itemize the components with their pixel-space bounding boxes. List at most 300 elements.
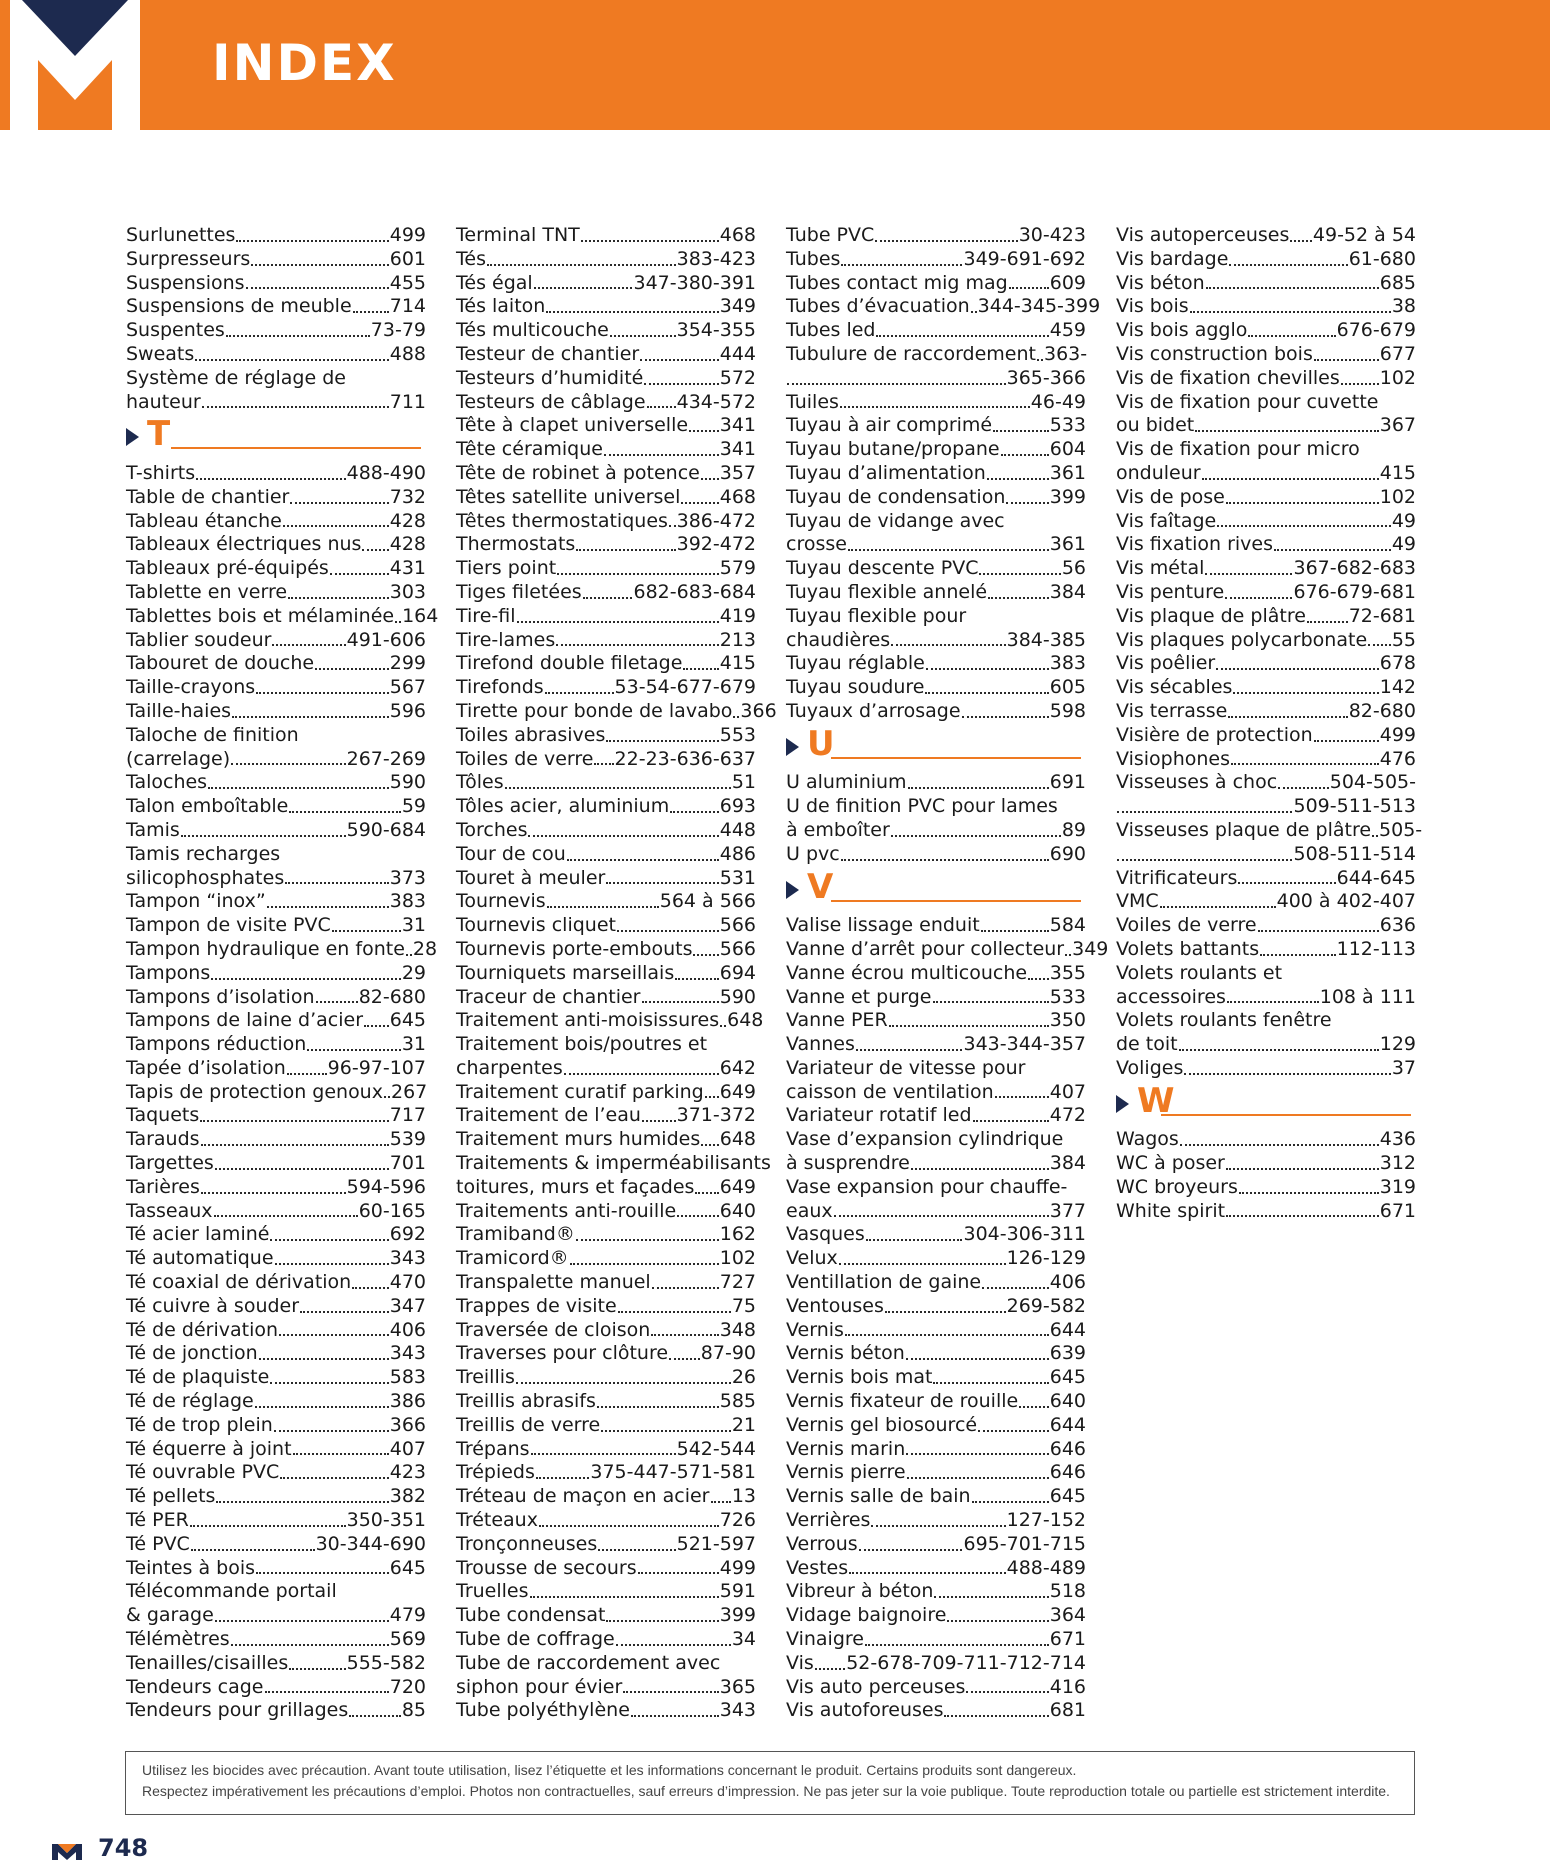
dot-leader xyxy=(1184,1051,1390,1075)
dot-leader xyxy=(195,337,388,361)
entry-page: 499 xyxy=(1379,723,1416,746)
entry-page: 37 xyxy=(1391,1056,1416,1079)
dot-leader xyxy=(246,266,389,290)
section-header xyxy=(1116,1081,1416,1129)
entry-page: 126-129 xyxy=(1006,1247,1086,1270)
entry-page: 13 xyxy=(731,1485,756,1508)
entry-page: 521-597 xyxy=(676,1532,756,1555)
entry-page: 423 xyxy=(389,1461,426,1484)
entry-label: Tuiles xyxy=(786,390,839,413)
dot-leader xyxy=(669,504,676,528)
dot-leader xyxy=(866,1217,963,1241)
entry-label: Tuyau soudure xyxy=(786,676,925,699)
entry-label: Tube condensat xyxy=(456,1604,606,1627)
entry-page: 726 xyxy=(719,1509,756,1532)
entry-page: 102 xyxy=(1379,366,1416,389)
index-entry xyxy=(1116,986,1416,1010)
entry-label: Té de jonction xyxy=(126,1342,258,1365)
index-entry xyxy=(786,1104,1086,1128)
entry-page: 714 xyxy=(389,295,426,318)
entry-label: Taille-crayons xyxy=(126,676,256,699)
dot-leader xyxy=(208,765,389,789)
footer-logo-icon xyxy=(52,1842,82,1860)
entry-page: 691 xyxy=(1049,771,1086,794)
page-number: 748 xyxy=(98,1834,149,1862)
entry-label: eaux xyxy=(786,1199,833,1222)
dot-leader xyxy=(849,1551,1005,1575)
dot-leader xyxy=(610,313,676,337)
dot-leader xyxy=(384,1075,390,1099)
entry-page: 648 xyxy=(727,1009,764,1032)
index-entry xyxy=(456,1081,756,1105)
entry-page: 349 xyxy=(719,295,756,318)
entry-label: White spirit xyxy=(1116,1199,1226,1222)
entry-page: 108 à 111 xyxy=(1319,985,1416,1008)
dot-leader xyxy=(556,623,718,647)
dot-leader xyxy=(839,1241,1006,1265)
index-entry xyxy=(126,700,426,724)
entry-page: 102 xyxy=(1379,485,1416,508)
entry-page: 82-680 xyxy=(1348,699,1416,722)
index-entry xyxy=(456,1009,764,1033)
entry-page: 367-682-683 xyxy=(1293,557,1416,580)
dot-leader xyxy=(280,1455,388,1479)
dot-leader xyxy=(973,1098,1049,1122)
entry-label: Tuyau butane/propane xyxy=(786,438,1000,461)
dot-leader xyxy=(196,456,346,480)
entry-label: siphon pour évier xyxy=(456,1675,623,1698)
entry-label: Tampon hydraulique en fonte xyxy=(126,937,405,960)
entry-label: Thermostats xyxy=(456,533,576,556)
dot-leader xyxy=(1202,456,1379,480)
entry-label: Tour de cou xyxy=(456,842,566,865)
entry-label: Tube polyéthylène xyxy=(456,1699,630,1722)
entry-page: 416 xyxy=(1049,1675,1086,1698)
entry-label: hauteur xyxy=(126,390,201,413)
dot-leader xyxy=(362,527,388,551)
entry-page: 348 xyxy=(719,1318,756,1341)
entry-label: Taloches xyxy=(126,771,208,794)
dot-leader xyxy=(315,646,389,670)
index-entry xyxy=(126,914,426,938)
entry-page: 49 xyxy=(1391,509,1416,532)
entry-label: Té équerre à joint xyxy=(126,1437,292,1460)
dot-leader xyxy=(972,1479,1049,1503)
dot-leader xyxy=(1231,742,1379,766)
entry-label: Surlunettes xyxy=(126,224,236,246)
entry-label: & garage xyxy=(126,1604,214,1627)
dot-leader xyxy=(701,1122,718,1146)
entry-label: Tarauds xyxy=(126,1128,200,1151)
entry-page: 341 xyxy=(719,414,756,437)
entry-page: 350 xyxy=(1049,1009,1086,1032)
entry-page: 112-113 xyxy=(1336,937,1416,960)
entry-label: Té de dérivation xyxy=(126,1318,279,1341)
dot-leader xyxy=(1195,408,1378,432)
entry-label: Sweats xyxy=(126,342,195,365)
dot-leader xyxy=(908,765,1049,789)
entry-page: 727 xyxy=(719,1271,756,1294)
dot-leader xyxy=(570,1241,719,1265)
dot-leader xyxy=(190,1503,346,1527)
dot-leader xyxy=(200,1098,388,1122)
entry-page: 55 xyxy=(1391,628,1416,651)
entry-page: 553 xyxy=(719,723,756,746)
entry-label: Têtes satellite universel xyxy=(456,485,681,508)
entry-label: Vis de pose xyxy=(1116,485,1225,508)
entry-page: 585 xyxy=(719,1390,756,1413)
dot-leader xyxy=(270,1360,388,1384)
entry-label: Traverses pour clôture xyxy=(456,1342,669,1365)
dot-leader xyxy=(330,551,389,575)
entry-label: Tournevis cliquet xyxy=(456,914,616,937)
entry-page: 312 xyxy=(1379,1152,1416,1175)
dot-leader xyxy=(255,1384,389,1408)
entry-page: 590 xyxy=(389,771,426,794)
entry-label: WC à poser xyxy=(1116,1152,1225,1175)
entry-label: Vis terrasse xyxy=(1116,699,1228,722)
entry-page: 343 xyxy=(389,1247,426,1270)
entry-label: Trousse de secours xyxy=(456,1556,637,1579)
entry-label: Tirefond double filetage xyxy=(456,652,683,675)
dot-leader xyxy=(885,1289,1006,1313)
entry-page: 102 xyxy=(719,1247,756,1270)
index-entry xyxy=(456,1128,756,1152)
entry-label: Vis autoforeuses xyxy=(786,1699,944,1722)
index-column-4 xyxy=(1116,224,1423,1223)
entry-page: 472 xyxy=(1049,1104,1086,1127)
dot-leader xyxy=(576,527,675,551)
entry-page: 30-423 xyxy=(1018,224,1086,246)
dot-leader xyxy=(933,980,1049,1004)
entry-page: 434-572 xyxy=(676,390,756,413)
entry-label: Tubes xyxy=(786,247,841,270)
index-entry xyxy=(1116,938,1416,962)
entry-label: U pvc xyxy=(786,842,840,865)
entry-page: 531 xyxy=(719,866,756,889)
dot-leader xyxy=(1307,599,1348,623)
dot-leader xyxy=(681,480,718,504)
entry-label: Vestes xyxy=(786,1556,849,1579)
entry-page: 87-90 xyxy=(700,1342,756,1365)
entry-label: chaudières xyxy=(786,628,891,651)
entry-label: Visseuses plaque de plâtre xyxy=(1116,818,1372,841)
triangle-icon xyxy=(1116,1095,1129,1113)
entry-label: Tuyau réglable xyxy=(786,652,925,675)
entry-label: Vis plaque de plâtre xyxy=(1116,604,1306,627)
index-entry xyxy=(456,295,756,319)
entry-label: WC broyeurs xyxy=(1116,1175,1238,1198)
entry-page: 436 xyxy=(1379,1128,1416,1151)
entry-page: 29 xyxy=(401,961,426,984)
dot-leader xyxy=(270,1217,388,1241)
header-banner xyxy=(0,0,1550,130)
entry-page: 646 xyxy=(1049,1461,1086,1484)
dot-leader xyxy=(216,1479,388,1503)
dot-leader xyxy=(406,932,412,956)
entry-page: 690 xyxy=(1049,842,1086,865)
entry-label: Verrières xyxy=(786,1509,871,1532)
entry-label: Tés égal xyxy=(456,271,533,294)
index-entry xyxy=(456,1319,756,1343)
dot-leader xyxy=(364,1003,389,1027)
entry-label: Tiges filetées xyxy=(456,580,582,603)
entry-label: Té automatique xyxy=(126,1247,274,1270)
dot-leader xyxy=(181,813,346,837)
entry-label: Visière de protection xyxy=(1116,723,1313,746)
index-entry xyxy=(786,843,1086,867)
entry-page: 645 xyxy=(1049,1366,1086,1389)
section-header xyxy=(786,724,1086,772)
entry-label: Vis faîtage xyxy=(1116,509,1217,532)
entry-label: Vis construction bois xyxy=(1116,342,1313,365)
dot-leader xyxy=(272,623,345,647)
dot-leader xyxy=(1216,646,1379,670)
dot-leader xyxy=(604,432,719,456)
dot-leader xyxy=(598,1527,675,1551)
dot-leader xyxy=(1314,337,1379,361)
entry-label: Tôles xyxy=(456,771,504,794)
entry-label: Tés laiton xyxy=(456,295,546,318)
entry-page: 269-582 xyxy=(1006,1294,1086,1317)
entry-label: accessoires xyxy=(1116,985,1226,1008)
entry-label: Tôles acier, aluminium xyxy=(456,795,670,818)
entry-label: Vis xyxy=(786,1651,814,1674)
index-entry xyxy=(456,486,756,510)
index-entry xyxy=(1116,367,1416,391)
entry-label: Tablier soudeur xyxy=(126,628,272,651)
index-entry xyxy=(456,1628,756,1652)
entry-page: 479 xyxy=(389,1604,426,1627)
entry-label: Tablettes bois et mélaminée xyxy=(126,604,395,627)
dot-leader xyxy=(332,908,401,932)
entry-page: 383-423 xyxy=(676,247,756,270)
index-entry xyxy=(786,486,1086,510)
dot-leader xyxy=(1205,551,1292,575)
dot-leader xyxy=(1278,765,1329,789)
dot-leader xyxy=(290,480,388,504)
dot-leader xyxy=(528,813,718,837)
entry-page: 596 xyxy=(389,699,426,722)
entry-page: 648 xyxy=(719,1128,756,1151)
entry-page: 732 xyxy=(389,485,426,508)
dot-leader xyxy=(1117,789,1292,813)
entry-label: Tarières xyxy=(126,1175,200,1198)
dot-leader xyxy=(283,504,389,528)
entry-page: 676-679-681 xyxy=(1293,580,1416,603)
entry-label: Tournevis porte-embouts xyxy=(456,937,693,960)
dot-leader xyxy=(267,884,389,908)
entry-label: Tréteau de maçon en acier xyxy=(456,1485,710,1508)
entry-page: 49 xyxy=(1391,533,1416,556)
entry-label: Vernis xyxy=(786,1318,844,1341)
entry-page: 590 xyxy=(719,985,756,1008)
entry-page: 720 xyxy=(389,1675,426,1698)
entry-label: Vernis marin xyxy=(786,1437,906,1460)
entry-label: Vibreur à béton xyxy=(786,1580,934,1603)
entry-label: Tube PVC xyxy=(786,224,875,246)
entry-label: Tréteaux xyxy=(456,1509,538,1532)
entry-page: 711 xyxy=(389,390,426,413)
entry-page: 384 xyxy=(1049,580,1086,603)
index-entry xyxy=(786,771,1086,795)
entry-page: 468 xyxy=(719,485,756,508)
dot-leader xyxy=(906,1432,1049,1456)
entry-page: 609 xyxy=(1049,271,1086,294)
dot-leader xyxy=(623,1670,718,1694)
entry-label: Têtes thermostatiques xyxy=(456,509,668,532)
entry-page: 407 xyxy=(389,1437,426,1460)
triangle-icon xyxy=(786,738,799,756)
entry-label: Tamis xyxy=(126,818,180,841)
entry-label: Traversée de cloison xyxy=(456,1318,651,1341)
section-header xyxy=(126,414,426,462)
entry-label: ou bidet xyxy=(1116,414,1195,437)
dot-leader xyxy=(701,456,719,480)
entry-page: 567 xyxy=(389,676,426,699)
entry-page: 371-372 xyxy=(676,1104,756,1127)
entry-label: Vernis béton xyxy=(786,1342,905,1365)
entry-page: 304-306-311 xyxy=(963,1223,1086,1246)
dot-leader xyxy=(618,1289,731,1313)
dot-leader xyxy=(987,456,1049,480)
dot-leader xyxy=(966,1670,1048,1694)
entry-label: Traitements anti-rouille xyxy=(456,1199,677,1222)
index-entry xyxy=(1116,795,1416,819)
entry-page: 406 xyxy=(1049,1271,1086,1294)
entry-page: 640 xyxy=(719,1199,756,1222)
dot-leader xyxy=(876,313,1048,337)
dot-leader xyxy=(834,1194,1049,1218)
entry-page: 505- xyxy=(1379,818,1423,841)
dot-leader xyxy=(1037,337,1043,361)
entry-label: Voliges xyxy=(1116,1056,1184,1079)
dot-leader xyxy=(606,718,718,742)
dot-leader xyxy=(787,361,1006,385)
section-letter: U xyxy=(807,723,835,764)
entry-page: 419 xyxy=(719,604,756,627)
dot-leader xyxy=(683,646,718,670)
entry-page: 671 xyxy=(1379,1199,1416,1222)
dot-leader xyxy=(982,1265,1049,1289)
entry-label: Traitement anti-moisissures xyxy=(456,1009,720,1032)
entry-label: Vase d’expansion cylindrique xyxy=(786,1128,1064,1151)
index-entry xyxy=(126,1033,426,1057)
index-entry xyxy=(1116,1057,1416,1081)
dot-leader xyxy=(191,1527,315,1551)
entry-page: 509-511-513 xyxy=(1293,795,1416,818)
index-entry xyxy=(1116,1200,1416,1224)
entry-label: Visiophones xyxy=(1116,747,1231,770)
entry-page: 30-344-690 xyxy=(315,1532,426,1555)
dot-leader xyxy=(256,1551,389,1575)
entry-page: 399 xyxy=(1049,485,1086,508)
entry-page: 476 xyxy=(1379,747,1416,770)
index-entry xyxy=(456,676,756,700)
dot-leader xyxy=(979,551,1060,575)
entry-page: 22-23-636-637 xyxy=(614,747,756,770)
entry-label: Tuyau de vidange avec xyxy=(786,509,1005,532)
entry-page: 645 xyxy=(389,1556,426,1579)
entry-label: Vinaigre xyxy=(786,1628,864,1651)
entry-page: 488-490 xyxy=(346,461,426,484)
dot-leader xyxy=(859,1527,963,1551)
entry-page: 343 xyxy=(389,1342,426,1365)
dot-leader xyxy=(567,837,719,861)
entry-page: 682-683-684 xyxy=(633,580,756,603)
entry-label: Tampon de visite PVC xyxy=(126,914,331,937)
entry-label: Té ouvrable PVC xyxy=(126,1461,280,1484)
dot-leader xyxy=(1274,527,1391,551)
section-rule xyxy=(831,900,1081,902)
entry-page: 59 xyxy=(401,795,426,818)
dot-leader xyxy=(316,980,358,1004)
entry-page: 428 xyxy=(389,509,426,532)
entry-page: 52-678-709-711-712-714 xyxy=(846,1651,1086,1674)
entry-page: 26 xyxy=(731,1366,756,1389)
entry-label: Tubulure de raccordement xyxy=(786,342,1036,365)
entry-label: toitures, murs et façades xyxy=(456,1175,695,1198)
dot-leader xyxy=(1229,242,1347,266)
entry-label: Vis fixation rives xyxy=(1116,533,1274,556)
entry-page: 645 xyxy=(1049,1485,1086,1508)
page-title: INDEX xyxy=(212,34,397,92)
dot-leader xyxy=(557,551,719,575)
entry-page: 349 xyxy=(1072,937,1109,960)
dot-leader xyxy=(1248,313,1335,337)
entry-label: Tasseaux xyxy=(126,1199,213,1222)
entry-label: Vernis gel biosourcé xyxy=(786,1413,978,1436)
entry-label: Volets roulants fenêtre xyxy=(1116,1009,1332,1032)
entry-page: 357 xyxy=(719,461,756,484)
index-entry xyxy=(786,700,1086,724)
entry-page: 347 xyxy=(389,1294,426,1317)
dot-leader xyxy=(307,1027,401,1051)
entry-label: Vis bois xyxy=(1116,295,1189,318)
entry-page: 127-152 xyxy=(1006,1509,1086,1532)
entry-label: Tablette en verre xyxy=(126,580,288,603)
entry-label: Vis de fixation pour micro xyxy=(1116,438,1360,461)
entry-page: 649 xyxy=(719,1175,756,1198)
dot-leader xyxy=(606,861,718,885)
entry-page: 701 xyxy=(389,1152,426,1175)
entry-label: Tés xyxy=(456,247,486,270)
entry-page: 491-606 xyxy=(346,628,426,651)
dot-leader xyxy=(289,789,400,813)
dot-leader xyxy=(601,1408,731,1432)
entry-label: Trépieds xyxy=(456,1461,535,1484)
section-header xyxy=(786,867,1086,915)
entry-label: Tuyau d’alimentation xyxy=(786,461,986,484)
dot-leader xyxy=(1001,432,1049,456)
entry-label: Vernis fixateur de rouille xyxy=(786,1390,1019,1413)
dot-leader xyxy=(211,956,401,980)
entry-page: 601 xyxy=(389,247,426,270)
dot-leader xyxy=(670,789,719,813)
entry-label: Ventouses xyxy=(786,1294,884,1317)
dot-leader xyxy=(640,337,719,361)
entry-label: Tampons de laine d’acier xyxy=(126,1009,364,1032)
dot-leader xyxy=(841,837,1049,861)
entry-page: 343-344-357 xyxy=(963,1033,1086,1056)
dot-leader xyxy=(871,1503,1005,1527)
entry-page: 129 xyxy=(1379,1033,1416,1056)
index-entry xyxy=(1116,748,1416,772)
section-letter: V xyxy=(807,866,834,907)
entry-label: Tube de coffrage xyxy=(456,1628,615,1651)
dot-leader xyxy=(1258,908,1379,932)
entry-page: 51 xyxy=(731,771,756,794)
